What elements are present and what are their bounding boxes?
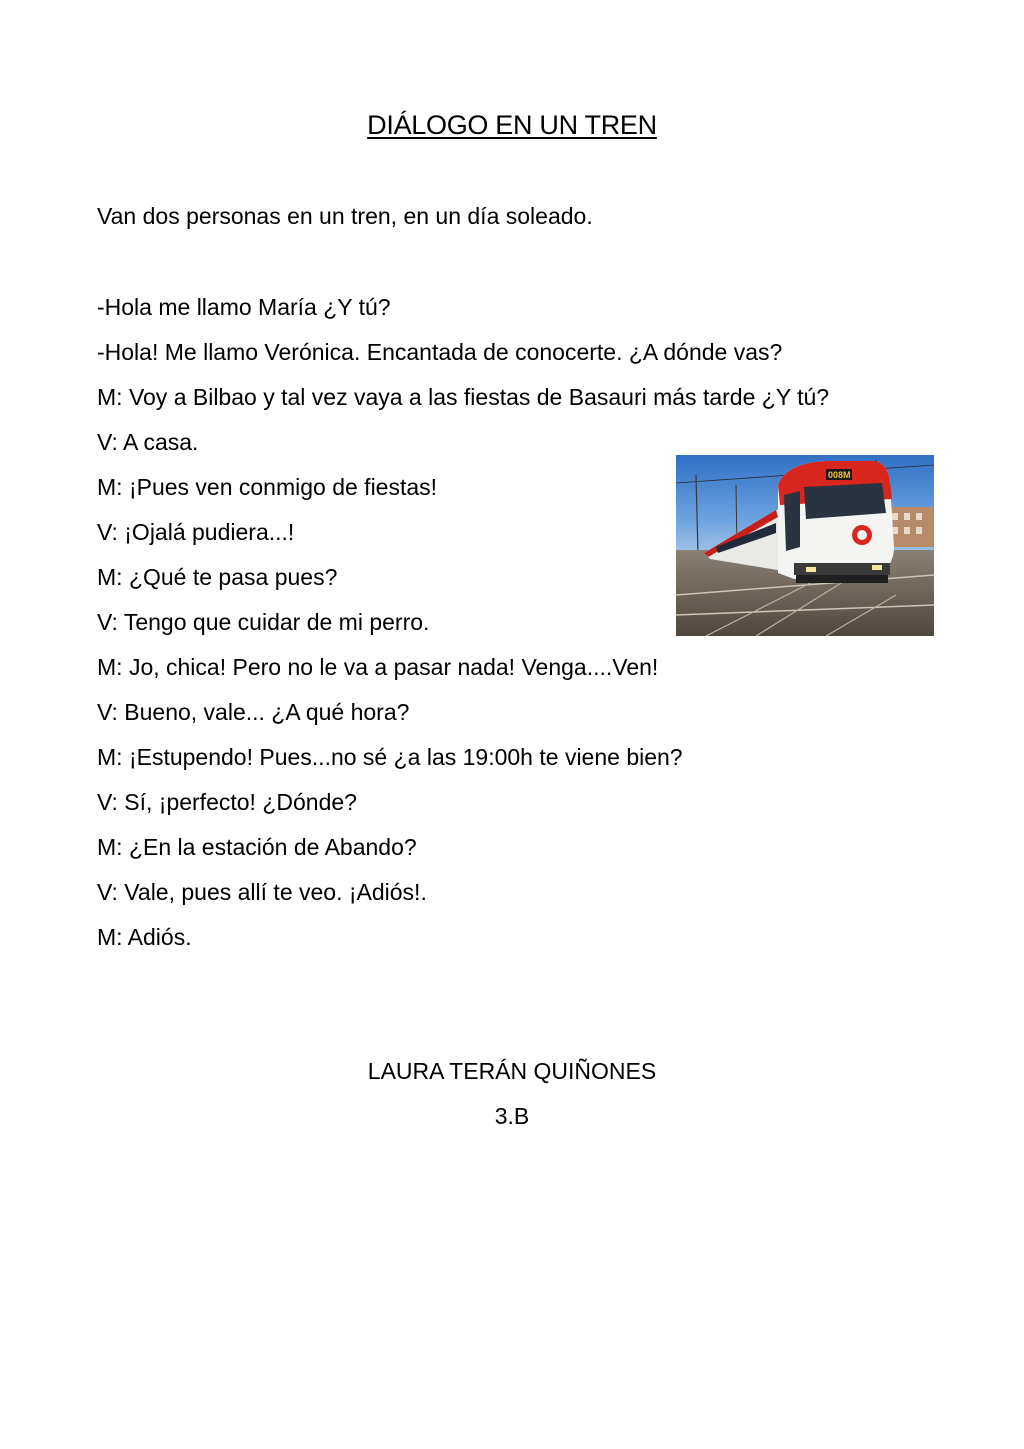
dialogue-line: -Hola me llamo María ¿Y tú? bbox=[97, 294, 391, 320]
dialogue-line: M: ¿Qué te pasa pues? bbox=[97, 564, 338, 590]
dialogue-line: M: ¡Estupendo! Pues...no sé ¿a las 19:00h te viene bien? bbox=[97, 744, 683, 770]
dialogue-line: -Hola! Me llamo Verónica. Encantada de conocerte. ¿A dónde vas? bbox=[97, 339, 783, 365]
dialogue-line: V: Bueno, vale... ¿A qué hora? bbox=[97, 699, 410, 725]
train-illustration bbox=[676, 455, 934, 636]
dialogue-line: M: ¡Pues ven conmigo de fiestas! bbox=[97, 474, 438, 500]
author-name: LAURA TERÁN QUIÑONES bbox=[367, 1058, 657, 1084]
dialogue-line: M: ¿En la estación de Abando? bbox=[97, 834, 417, 860]
dialogue-line: V: Sí, ¡perfecto! ¿Dónde? bbox=[97, 789, 357, 815]
intro-paragraph: Van dos personas en un tren, en un día soleado. bbox=[97, 203, 593, 229]
dialogue-line: M: Adiós. bbox=[97, 924, 192, 950]
train-number: 008M bbox=[828, 470, 851, 480]
dialogue-line: M: Voy a Bilbao y tal vez vaya a las fiestas de Basauri más tarde ¿Y tú? bbox=[97, 384, 830, 410]
train-photo bbox=[676, 455, 934, 636]
dialogue-line: V: ¡Ojalá pudiera...! bbox=[97, 519, 295, 545]
dialogue-line: V: Vale, pues allí te veo. ¡Adiós!. bbox=[97, 879, 427, 905]
dialogue-line: V: A casa. bbox=[97, 429, 199, 455]
class-group: 3.B bbox=[494, 1103, 530, 1129]
dialogue-line: V: Tengo que cuidar de mi perro. bbox=[97, 609, 430, 635]
dialogue-line: M: Jo, chica! Pero no le va a pasar nada! Venga....Ven! bbox=[97, 654, 659, 680]
document-title: DIÁLOGO EN UN TREN bbox=[367, 110, 657, 140]
